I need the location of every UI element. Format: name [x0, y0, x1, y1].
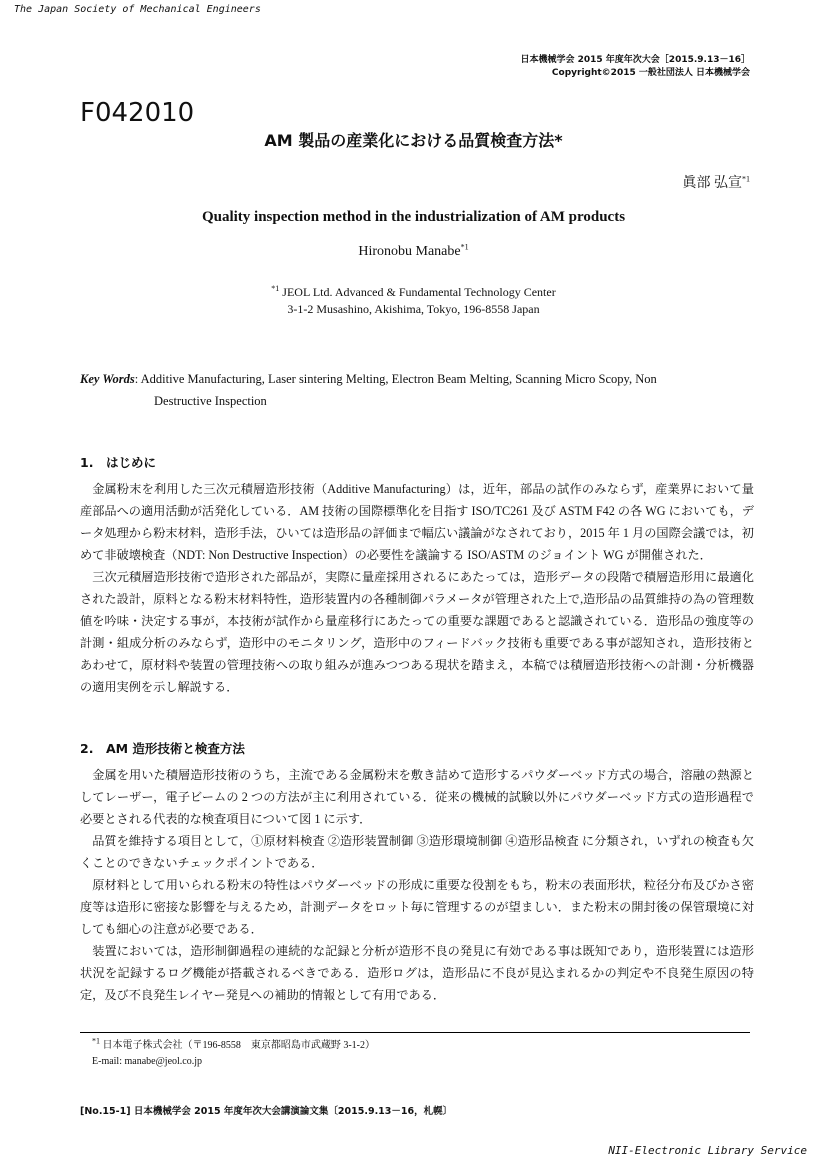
section-1-heading: 1. はじめに: [80, 455, 156, 470]
paragraph: 原材料として用いられる粉末の特性はパウダーベッドの形成に重要な役割をもち，粉末の表面形状，粒径分布及びかさ密度等は造形に密接な影響を与えるため，計測データをロット毎に管理するのが望ましい．また粉末の開封後の保管環境に対しても細心の注意が必要である．: [80, 878, 754, 936]
author-japanese-name: 眞部 弘宣: [682, 176, 742, 191]
affiliation-name: JEOL Ltd. Advanced & Fundamental Technology Center: [282, 285, 556, 299]
author-japanese-mark: *1: [742, 174, 750, 184]
affiliation-mark: *1: [271, 284, 280, 293]
proceedings-citation: [No.15-1] 日本機械学会 2015 年度年次大会講演論文集〔2015.9.13－16，札幌〕: [80, 1106, 453, 1117]
author-english: [0, 244, 827, 260]
section-2-heading: 2. AM 造形技術と検査方法: [80, 741, 245, 756]
title-english: Quality inspection method in the industrialization of AM products: [201, 209, 626, 225]
society-header: The Japan Society of Mechanical Engineers: [14, 4, 261, 15]
title-japanese: AM 製品の産業化における品質検査方法*: [264, 131, 563, 150]
paper-id: F042010: [80, 98, 195, 128]
author-english-mark: *1: [460, 242, 469, 252]
keywords-block: [80, 368, 750, 412]
footnote: [92, 1038, 375, 1070]
affiliation-line-2: 3-1-2 Musashino, Akishima, Tokyo, 196-8558 Japan: [287, 302, 540, 316]
paragraph: 金属を用いた積層造形技術のうち，主流である金属粉末を敷き詰めて造形するパウダーベッド方式の場合，溶融の熱源としてレーザー，電子ビームの 2 つの方法が主に利用されている．従来の機械的試験以外にパウダーベッド方式の造形過程で必要とされる代表的な検査項目について図 1 に示す．: [80, 768, 754, 826]
conference-header: [520, 54, 750, 80]
author-japanese: [683, 172, 751, 192]
affiliation-line-1: [0, 285, 827, 300]
service-footer: NII-Electronic Library Service: [608, 1144, 807, 1157]
conference-line: 日本機械学会 2015 年度年次大会［2015.9.13－16］: [520, 55, 750, 65]
section-2-body: [80, 764, 754, 1006]
footnote-address: 日本電子株式会社（〒196-8558 東京都昭島市武蔵野 3-1-2）: [102, 1040, 375, 1051]
author-english-name: Hironobu Manabe: [358, 244, 461, 259]
footnote-mark: *1: [92, 1036, 100, 1046]
paragraph: 品質を維持する項目として，①原材料検査 ②造形装置制御 ③造形環境制御 ④造形品検査 に分類され，いずれの検査も欠くことのできないチェックポイントである．: [80, 834, 754, 870]
keywords-list: : Additive Manufacturing, Laser sintering Melting, Electron Beam Melting, Scanning Micro Scopy, Non: [134, 372, 657, 386]
copyright-line: Copyright©2015 一般社団法人 日本機械学会: [551, 68, 750, 78]
footnote-email: E-mail: manabe@jeol.co.jp: [92, 1056, 203, 1067]
keywords-list-continued: Destructive Inspection: [154, 394, 267, 408]
footnote-divider: [80, 1032, 750, 1033]
paragraph: 三次元積層造形技術で造形された部品が，実際に量産採用されるにあたっては，造形データの段階で積層造形用に最適化された設計，原料となる粉末材料特性，造形装置内の各種制御パラメータが管理された上で,造形品の品質維持の為の管理数値を吟味・決定する事が，本技術が試作から量産移行にあたっての重要な課題であると認識されている．造形品の強度等の計測・組成分析のみならず，造形中のモニタリング，造形中のフィードバック技術も重要である事が認知され，造形技術とあわせて，原材料や装置の管理技術への取り組みが進みつつある現状を踏まえ，本稿では積層造形技術への計測・分析機器の適用実例を示し解説する．: [80, 570, 754, 694]
footnote-line-1: [92, 1038, 375, 1054]
section-1-body: [80, 478, 754, 698]
paragraph: 装置においては，造形制御過程の連続的な記録と分析が造形不良の発見に有効である事は既知であり，造形装置には造形状況を記録するログ機能が搭載されるべきである．造形ログは，造形品に不良が見込まれるかの判定や不良発生原因の特定，及び不良発生レイヤー発見への補助的情報として有用である．: [80, 944, 754, 1002]
keywords-label: Key Words: [80, 372, 135, 386]
paragraph: 金属粉末を利用した三次元積層造形技術（Additive Manufacturing）は，近年，部品の試作のみならず，産業界において量産部品への適用活動が活発化している．AM 技術の国際標準化を目指す ISO/TC261 及び ASTM F42 の各 WG においても，データ処理から粉末材料，造形手法，ひいては造形品の評価まで幅広い議論がなされており，2015 年 1 月の国際会議では，初めて非破壊検査（NDT: Non Destructive Inspection）の必要性を議論する ISO/ASTM のジョイント WG が開催された．: [80, 482, 754, 562]
